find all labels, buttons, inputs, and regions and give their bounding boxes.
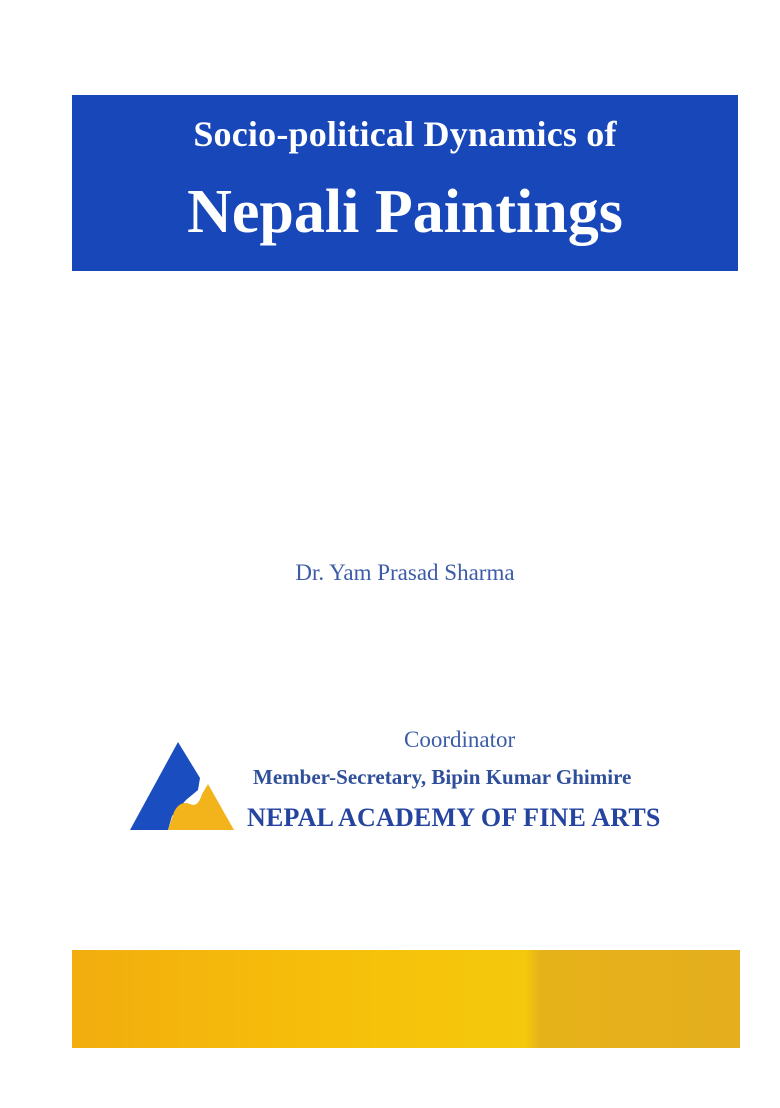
publisher-name: NEPAL ACADEMY OF FINE ARTS bbox=[247, 803, 661, 832]
title-banner bbox=[72, 95, 738, 271]
coordinator-name: Member-Secretary, Bipin Kumar Ghimire bbox=[253, 765, 632, 789]
author-name: Dr. Yam Prasad Sharma bbox=[295, 560, 515, 585]
title-line-2: Nepali Paintings bbox=[187, 178, 623, 246]
bottom-yellow-band bbox=[72, 950, 740, 1048]
academy-logo-icon bbox=[128, 738, 238, 834]
coordinator-label: Coordinator bbox=[404, 727, 516, 752]
title-line-1: Socio-political Dynamics of bbox=[193, 114, 617, 154]
